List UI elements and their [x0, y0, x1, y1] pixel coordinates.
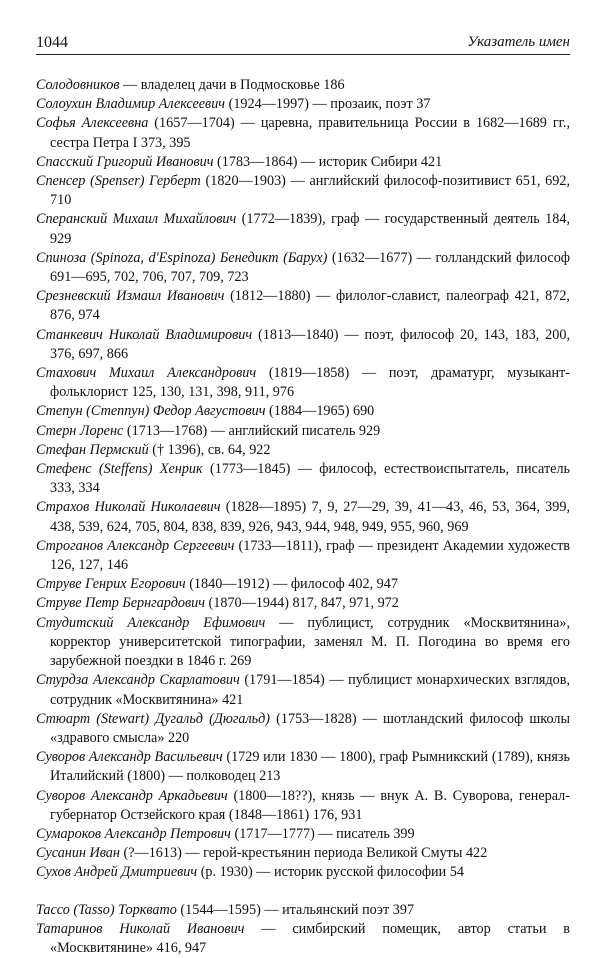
- index-entry: [36, 901, 570, 920]
- entry-name: Струве Петр Бернгардович: [36, 595, 205, 612]
- index-entry: [36, 210, 570, 248]
- entry-text: — владелец дачи в Подмосковье 186: [119, 77, 345, 93]
- index-entry: [36, 326, 570, 364]
- entry-name: Солодовников: [36, 77, 120, 93]
- entry-name: Сперанский Михаил Михайлович: [36, 211, 237, 228]
- entry-name: Софья Алексеевна: [36, 115, 149, 132]
- entry-text: (1820—1903) — английский философ-позитивист 651, 692, 710: [50, 173, 570, 209]
- entry-text: (1812—1880) — филолог-славист, палеограф 421, 872, 876, 974: [50, 288, 570, 324]
- entry-text: (1632—1677) — голландский философ 691—695, 702, 706, 707, 709, 723: [50, 249, 570, 286]
- index-entry: [36, 460, 570, 498]
- index-entry: [36, 594, 570, 613]
- index-entry: [36, 825, 570, 844]
- index-entry: [36, 249, 570, 287]
- index-entry: [36, 95, 570, 114]
- index-entry: [36, 422, 570, 441]
- index-entry: [36, 863, 570, 882]
- entry-name: Спиноза (Spinoza, d'Espinoza) Бенедикт (Барух): [36, 249, 328, 266]
- entry-text: (1783—1864) — историк Сибири 421: [213, 153, 443, 170]
- entry-name: Страхов Николай Николаевич: [36, 499, 221, 516]
- entry-text: (1729 или 1830 — 1800), граф Рымникский (1789), князь Италийский (1800) — полководец 213: [50, 749, 570, 785]
- entry-name: Солоухин Владимир Алексеевич: [36, 96, 226, 113]
- index-entry: [36, 76, 570, 95]
- entry-text: (1819—1858) — поэт, драматург, музыкант-фольклорист 125, 130, 131, 398, 911, 976: [50, 365, 570, 401]
- entry-text: (1657—1704) — царевна, правительница России в 1682—1689 гг., сестра Петра I 373, 395: [50, 115, 570, 151]
- page-header: [36, 34, 570, 55]
- entry-text: (1772—1839), граф — государственный деятель 184, 929: [50, 211, 570, 247]
- entry-name: Строганов Александр Сергеевич: [36, 537, 235, 554]
- index-entry: [36, 402, 570, 421]
- entry-text: (1753—1828) — шотландский философ школы «здравого смысла» 220: [50, 710, 570, 746]
- entry-name: Спасский Григорий Иванович: [36, 153, 214, 170]
- entry-text: — симбирский помещик, автор статьи в «Москвитянине» 416, 947: [50, 920, 570, 956]
- entry-name: Стефан Пермский: [36, 441, 149, 458]
- index-entry: [36, 441, 570, 460]
- entry-name: Студитский Александр Ефимович: [36, 614, 266, 631]
- entry-text: (1924—1997) — прозаик, поэт 37: [225, 96, 431, 113]
- entry-text: (р. 1930) — историк русской философии 54: [197, 864, 464, 881]
- index-entries: [36, 76, 570, 958]
- entry-text: (1813—1840) — поэт, философ 20, 143, 183, 200, 376, 697, 866: [50, 326, 570, 362]
- entry-text: (1840—1912) — философ 402, 947: [185, 576, 398, 593]
- index-entry: [36, 671, 570, 709]
- index-entry: [36, 287, 570, 325]
- entry-name: Срезневский Измаил Иванович: [36, 288, 225, 305]
- entry-text: (1733—1811), граф — президент Академии художеств 126, 127, 146: [50, 537, 570, 574]
- entry-text: (?—1613) — герой-крестьянин периода Великой Смуты 422: [119, 845, 488, 862]
- entry-name: Сухов Андрей Дмитриевич: [36, 864, 198, 881]
- index-entry: [36, 364, 570, 402]
- index-entry: [36, 114, 570, 152]
- entry-name: Стурдза Александр Скарлатович: [36, 672, 240, 689]
- entry-name: Стахович Михаил Александрович: [36, 365, 257, 382]
- index-entry: [36, 172, 570, 210]
- entry-name: Стефенс (Steffens) Хенрик: [36, 461, 203, 478]
- index-entry: [36, 844, 570, 863]
- entry-text: (1713—1768) — английский писатель 929: [123, 422, 381, 439]
- entry-text: (1800—18??), князь — внук А. В. Суворова, генерал-губернатор Остзейского края (1848—1861) 176, 931: [50, 787, 570, 823]
- entry-name: Тассо (Tasso) Торквато: [36, 901, 177, 918]
- running-title: Указатель имен: [467, 34, 570, 50]
- entry-text: (1828—1895) 7, 9, 27—29, 39, 41—43, 46, 53, 364, 399, 438, 539, 624, 705, 804, 838, 839, 926, 943, 944, 948, 949, 955, 960, 969: [50, 499, 570, 535]
- entry-text: (1884—1965) 690: [265, 403, 375, 420]
- entry-text: (1773—1845) — философ, естествоиспытатель, писатель 333, 334: [50, 461, 570, 497]
- index-entry: [36, 710, 570, 748]
- index-entry: [36, 748, 570, 786]
- index-entry: [36, 575, 570, 594]
- entry-text: (1870—1944) 817, 847, 971, 972: [204, 595, 399, 612]
- entry-name: Станкевич Николай Владимирович: [36, 326, 253, 343]
- entry-name: Татаринов Николай Иванович: [36, 920, 245, 937]
- entry-name: Стюарт (Stewart) Дугальд (Дюгальд): [36, 710, 271, 727]
- index-entry: [36, 537, 570, 575]
- index-entry: [36, 920, 570, 958]
- entry-name: Спенсер (Spenser) Герберт: [36, 173, 201, 190]
- entry-name: Стерн Лоренс: [36, 422, 124, 439]
- entry-text: († 1396), св. 64, 922: [148, 441, 271, 458]
- index-entry: [36, 153, 570, 172]
- entry-text: — публицист, сотрудник «Москвитянина», корректор университетской типографии, заменял М. П. Погодина во время его зарубежной поездки в 1846 г. 269: [50, 614, 571, 670]
- entry-text: (1717—1777) — писатель 399: [230, 825, 415, 842]
- entry-name: Суворов Александр Аркадьевич: [36, 787, 228, 804]
- entry-name: Степун (Степпун) Федор Августович: [36, 403, 266, 420]
- entry-name: Суворов Александр Васильевич: [36, 749, 223, 766]
- index-entry: [36, 614, 570, 672]
- index-entry: [36, 498, 570, 536]
- entry-text: (1544—1595) — итальянский поэт 397: [176, 901, 415, 918]
- entry-name: Сусанин Иван: [36, 845, 120, 862]
- index-entry: [36, 787, 570, 825]
- page-number: 1044: [36, 34, 68, 51]
- entry-name: Струве Генрих Егорович: [36, 576, 186, 593]
- entry-name: Сумароков Александр Петрович: [36, 825, 231, 842]
- entry-text: (1791—1854) — публицист монархических взглядов, сотрудник «Москвитянина» 421: [50, 672, 571, 708]
